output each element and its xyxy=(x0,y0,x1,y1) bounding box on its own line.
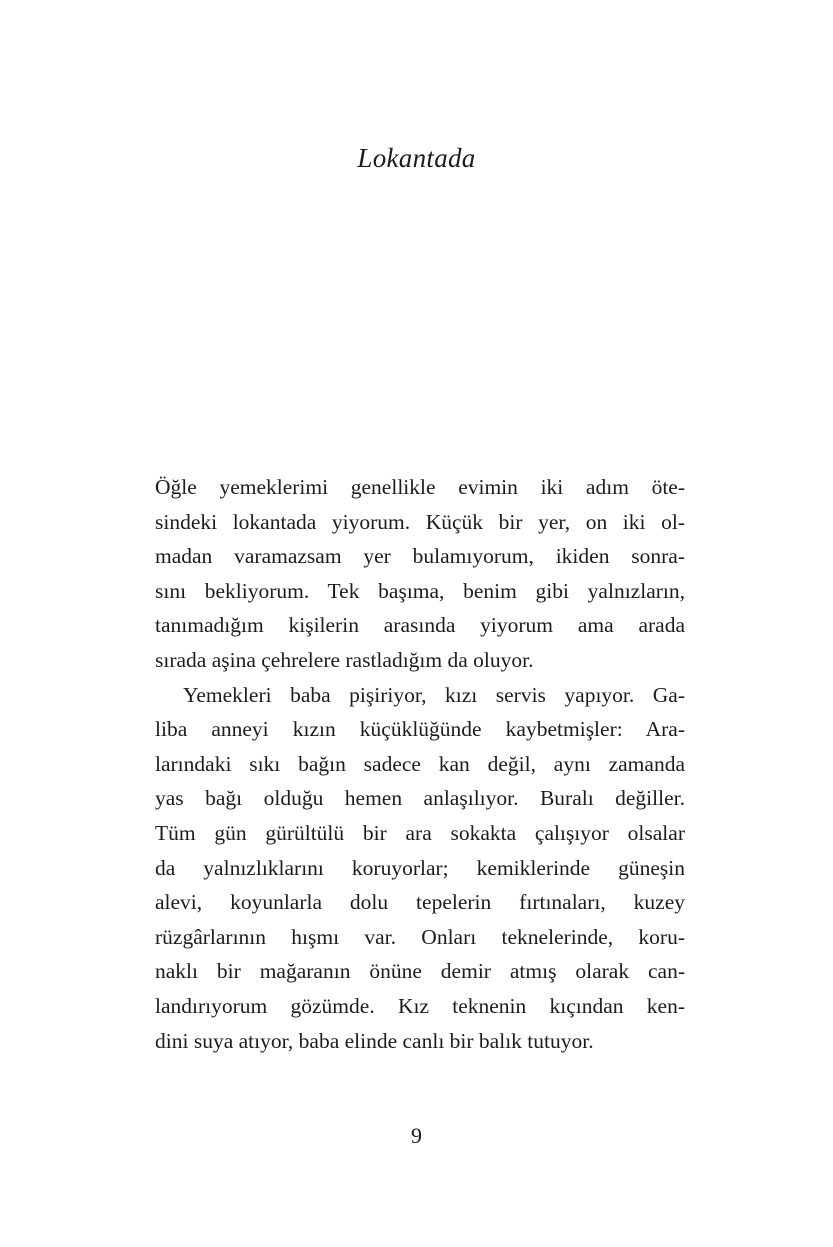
text-line: naklı bir mağaranın önüne demir atmış olarak can- xyxy=(155,959,685,984)
paragraph-2 xyxy=(155,678,685,1059)
body-text xyxy=(155,470,685,1058)
text-line: madan varamazsam yer bulamıyorum, ikiden sonra- xyxy=(155,544,685,569)
text-line: landırıyorum gözümde. Kız teknenin kıçından ken- xyxy=(155,993,685,1018)
text-line: Yemekleri baba pişiriyor, kızı servis yapıyor. Ga- xyxy=(183,682,685,707)
text-line: da yalnızlıklarını koruyorlar; kemiklerinde güneşin xyxy=(155,855,685,880)
paragraph-1 xyxy=(155,470,685,678)
text-line: sindeki lokantada yiyorum. Küçük bir yer, on iki ol- xyxy=(155,509,685,534)
text-line: larındaki sıkı bağın sadece kan değil, aynı zamanda xyxy=(155,751,685,776)
text-line: rüzgârlarının hışmı var. Onları teknelerinde, koru- xyxy=(155,924,685,949)
text-line: liba anneyi kızın küçüklüğünde kaybetmişler: Ara- xyxy=(155,717,685,742)
text-line: Öğle yemeklerimi genellikle evimin iki adım öte- xyxy=(155,475,685,499)
text-line: sırada aşina çehrelere rastladığım da oluyor. xyxy=(155,647,534,672)
text-line: Tüm gün gürültülü bir ara sokakta çalışıyor olsalar xyxy=(155,820,685,845)
text-line: alevi, koyunlarla dolu tepelerin fırtınaları, kuzey xyxy=(155,890,685,915)
text-line: yas bağı olduğu hemen anlaşılıyor. Buralı değiller. xyxy=(155,786,685,811)
chapter-title: Lokantada xyxy=(357,143,476,173)
text-line: dini suya atıyor, baba elinde canlı bir balık tutuyor. xyxy=(155,1028,594,1053)
page-number: 9 xyxy=(411,1123,422,1148)
text-line: sını bekliyorum. Tek başıma, benim gibi yalnızların, xyxy=(155,578,685,603)
text-line: tanımadığım kişilerin arasında yiyorum ama arada xyxy=(155,613,685,638)
